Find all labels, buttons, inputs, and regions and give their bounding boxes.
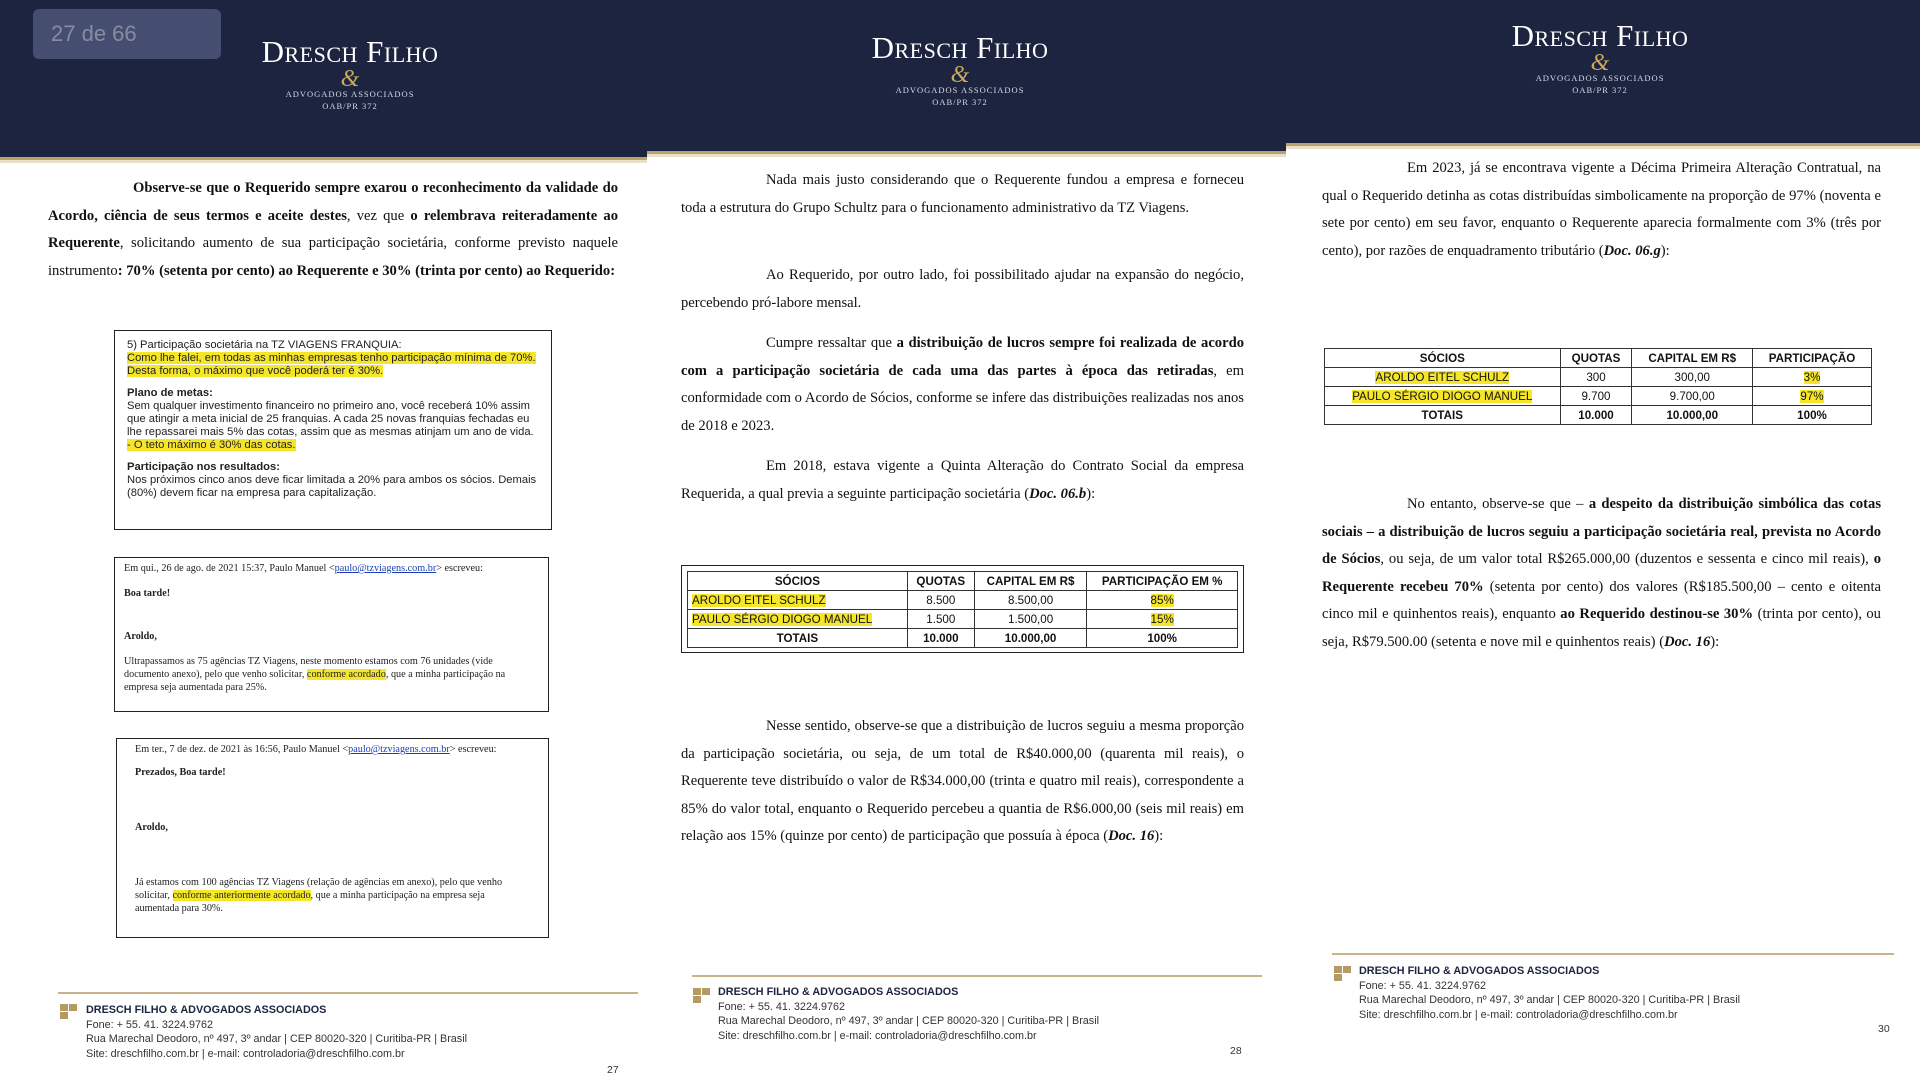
excerpt-results-text: Nos próximos cinco anos deve ficar limitada a 20% para ambos os sócios. Demais (80%) devem ficar na empresa para capitalização.: [127, 474, 537, 499]
table-row: PAULO SÉRGIO DIOGO MANUEL 9.700 9.700,00 97%: [1325, 387, 1872, 406]
logo-oab: OAB/PR 372: [322, 101, 378, 111]
email-greeting: Boa tarde!: [124, 588, 171, 599]
excerpt-heading: 5) Participação societária na TZ VIAGENS FRANQUIA:: [127, 339, 402, 351]
shareholding-table-2018: [687, 571, 1238, 648]
footer-logo-icon: [1334, 966, 1352, 982]
firm-logo: [1470, 18, 1730, 96]
email-excerpt-2: Em ter., 7 de dez. de 2021 às 16:56, Paulo Manuel <paulo@tzviagens.com.br> escreveu: Prezados, Boa tarde! Aroldo, Já estamos com 100 agências TZ Viagens (relação de agências em anexo), pelo que venho solicitar, conforme anteriormente acordado, que a minha participação na empresa seja aumentada para 30%.: [116, 738, 549, 938]
logo-subtitle: ADVOGADOS ASSOCIADOS: [1535, 73, 1665, 83]
paragraph-distribution: Cumpre ressaltar que a distribuição de lucros sempre foi realizada de acordo com a participação societária de cada uma das partes à época das retiradas, em conformidade com o Acordo de Sócios, conforme se infere das distribuições realizadas nos anos de 2018 e 2023.: [681, 335, 1244, 434]
table-frame-2018: [681, 565, 1244, 653]
email-recipient: Aroldo,: [124, 631, 157, 642]
paragraph-founder: Nada mais justo considerando que o Requerente fundou a empresa e forneceu toda a estrutura do Grupo Schultz para o funcionamento administrativo da TZ Viagens.: [681, 172, 1244, 216]
excerpt-highlight-70: Como lhe falei, em todas as minhas empresas tenho participação mínima de 70%. Desta forma, o máximo que você poderá ter é 30%.: [127, 352, 536, 377]
page-footer: DRESCH FILHO & ADVOGADOS ASSOCIADOS Fone: + 55. 41. 3224.9762 Rua Marechal Deodoro, nº 497, 3º andar | CEP 80020-320 | Curitiba-PR | Brasil Site: dreschfilho.com.br | e-mail: controladoria@dreschfilho.com.br: [1359, 965, 1740, 1021]
table-row: AROLDO EITEL SCHULZ 300 300,00 3%: [1325, 368, 1872, 387]
table-header-row: [688, 572, 1238, 591]
logo-ampersand: &: [950, 62, 970, 88]
page-footer: DRESCH FILHO & ADVOGADOS ASSOCIADOS Fone: + 55. 41. 3224.9762 Rua Marechal Deodoro, nº 497, 3º andar | CEP 80020-320 | Curitiba-PR | Brasil Site: dreschfilho.com.br | e-mail: controladoria@dreschfilho.com.br: [86, 1004, 467, 1060]
logo-ampersand: &: [340, 66, 360, 92]
page-footer: DRESCH FILHO & ADVOGADOS ASSOCIADOS Fone: + 55. 41. 3224.9762 Rua Marechal Deodoro, nº 497, 3º andar | CEP 80020-320 | Curitiba-PR | Brasil Site: dreschfilho.com.br | e-mail: controladoria@dreschfilho.com.br: [718, 986, 1099, 1042]
email-link[interactable]: paulo@tzviagens.com.br: [348, 744, 450, 755]
document-page-28: [647, 0, 1286, 1080]
document-page-27: [0, 0, 647, 1080]
footer-logo-icon: [693, 988, 711, 1004]
logo-brand: Dresch Filho: [1511, 18, 1689, 53]
paragraph-real-distribution: No entanto, observe-se que – a despeito da distribuição simbólica das cotas sociais – a distribuição de lucros seguiu a participação societária real, prevista no Acordo de Sócios, ou seja, de um valor total R$265.000,00 (duzentos e sessenta e cinco mil reais), o Requerente recebeu 70% (setenta por cento) dos valores (R$185.500,00 – cento e oitenta cinco mil e quinhentos reais), enquanto ao Requerido destinou-se 30% (trinta por cento), ou seja, R$79.500.00 (setenta e nove mil e quinhentos reais) (Doc. 16):: [1322, 496, 1882, 650]
email-body: Já estamos com 100 agências TZ Viagens (relação de agências em anexo), pelo que venho solicitar, conforme anteriormente acordado, que a minha participação na empresa seja aumentada para 30%.: [135, 877, 503, 914]
table-row: PAULO SÉRGIO DIOGO MANUEL 1.500 1.500,00 15%: [688, 610, 1238, 629]
email-greeting: Prezados, Boa tarde!: [135, 767, 226, 778]
table-header: PARTICIPAÇÃO: [1753, 349, 1872, 368]
paragraph-2018: Em 2018, estava vigente a Quinta Alteração do Contrato Social da empresa Requerida, a qual previa a seguinte participação societária (Doc. 06.b):: [681, 458, 1244, 502]
footer-logo-icon: [60, 1004, 78, 1020]
logo-brand: Dresch Filho: [261, 34, 439, 69]
excerpt-metas-title: Plano de metas:: [127, 387, 213, 399]
logo-subtitle: ADVOGADOS ASSOCIADOS: [285, 89, 415, 99]
logo-oab: OAB/PR 372: [1572, 85, 1628, 95]
page-counter-overlay: 27 de 66: [33, 9, 221, 59]
logo-subtitle: ADVOGADOS ASSOCIADOS: [895, 85, 1025, 95]
paragraph-prolabore: Ao Requerido, por outro lado, foi possibilitado ajudar na expansão do negócio, percebendo pró-labore mensal.: [681, 267, 1244, 311]
table-header: SÓCIOS: [1325, 349, 1561, 368]
table-header: QUOTAS: [1560, 349, 1632, 368]
logo-brand: Dresch Filho: [871, 30, 1049, 65]
email-body: Ultrapassamos as 75 agências TZ Viagens, neste momento estamos com 76 unidades (vide documento anexo), pelo que venho solicitar, conforme acordado, que a minha participação na empresa seja aumentada para 25%.: [124, 656, 506, 693]
table-header: PARTICIPAÇÃO EM %: [1087, 572, 1238, 591]
table-total-row: TOTAIS 10.000 10.000,00 100%: [1325, 406, 1872, 425]
firm-logo: [830, 30, 1090, 108]
page-header: [1286, 0, 1920, 146]
table-row: AROLDO EITEL SCHULZ 8.500 8.500,00 85%: [688, 591, 1238, 610]
table-header: CAPITAL EM R$: [974, 572, 1086, 591]
page-number: 30: [1878, 1023, 1890, 1035]
table-header: SÓCIOS: [688, 572, 908, 591]
table-header-row: [1325, 349, 1872, 368]
table-header: CAPITAL EM R$: [1632, 349, 1753, 368]
shareholding-table-2023: [1324, 348, 1872, 425]
excerpt-metas-text: Sem qualquer investimento financeiro no primeiro ano, você receberá 10% assim que atingir a meta inicial de 25 franquias. A cada 25 novas franquias fechadas eu lhe repassarei mais 5% das cotas, assim que as mesmas atinjam um ano de vida.: [127, 400, 534, 438]
email-recipient: Aroldo,: [135, 822, 168, 833]
footer-divider: [58, 992, 638, 994]
page-header: [0, 0, 647, 160]
logo-oab: OAB/PR 372: [932, 97, 988, 107]
email-link[interactable]: paulo@tzviagens.com.br: [334, 563, 437, 574]
footer-divider: [692, 975, 1262, 977]
page-number: 28: [1230, 1045, 1242, 1057]
paragraph-2023: Em 2023, já se encontrava vigente a Décima Primeira Alteração Contratual, na qual o Requerido detinha as cotas distribuídas simbolicamente na proporção de 97% (noventa e sete por cento) em seu favor, enquanto o Requerente aparecia formalmente com 3% (três por cento), por razões de enquadramento tributário (Doc. 06.g):: [1322, 160, 1881, 259]
document-page-30: [1286, 0, 1920, 1080]
footer-divider: [1332, 953, 1894, 955]
logo-ampersand: &: [1590, 50, 1610, 76]
table-header: QUOTAS: [907, 572, 974, 591]
table-total-row: TOTAIS 10.000 10.000,00 100%: [688, 629, 1238, 648]
excerpt-results-title: Participação nos resultados:: [127, 461, 280, 473]
page-header: [647, 0, 1286, 154]
email-excerpt-1: Em qui., 26 de ago. de 2021 15:37, Paulo Manuel <paulo@tzviagens.com.br> escreveu: Boa tarde! Aroldo, Ultrapassamos as 75 agências TZ Viagens, neste momento estamos com 76 unidades (vide documento anexo), pelo que venho solicitar, conforme acordado, que a minha participação na empresa seja aumentada para 25%.: [114, 557, 549, 712]
firm-logo: [220, 34, 480, 112]
page-number: 27: [607, 1064, 619, 1076]
agreement-excerpt: [114, 330, 552, 530]
paragraph-2018-distribution: Nesse sentido, observe-se que a distribuição de lucros seguiu a mesma proporção da participação societária, ou seja, de um total de R$40.000,00 (quarenta mil reais), o Requerente teve distribuído o valor de R$34.000,00 (trinta e quatro mil reais), correspondente a 85% do valor total, enquanto o Requerido percebeu a quantia de R$6.000,00 (seis mil reais) em relação aos 15% (quinze por cento) de participação que possuía à época (Doc. 16):: [681, 718, 1244, 844]
excerpt-highlight-30: - O teto máximo é 30% das cotas.: [127, 439, 296, 451]
paragraph-acknowledgement: Observe-se que o Requerido sempre exarou o reconhecimento da validade do Acordo, ciência de seus termos e aceite destes, vez que o relembrava reiteradamente ao Requerente, solicitando aumento de sua participação societária, conforme previsto naquele instrumento: 70% (setenta por cento) ao Requerente e 30% (trinta por cento) ao Requerido:: [48, 180, 618, 279]
